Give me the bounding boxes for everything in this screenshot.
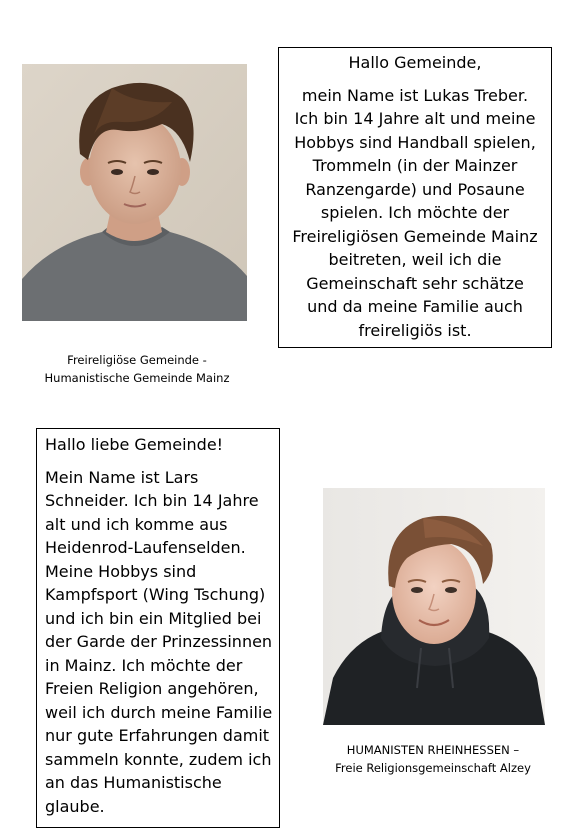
caption-bottom-line1: HUMANISTEN RHEINHESSEN –: [346, 743, 520, 757]
portrait-photo-lars: [323, 488, 545, 725]
portrait-image: [323, 488, 545, 725]
letter-box-lukas: [278, 47, 552, 348]
letter-greeting: Hallo Gemeinde,: [348, 53, 482, 72]
caption-top-line1: Freireligiöse Gemeinde -: [67, 353, 207, 367]
portrait-image: [22, 64, 247, 321]
letter-box-lars: [36, 428, 280, 828]
letter-body: mein Name ist Lukas Treber. Ich bin 14 Jahre alt und meine Hobbys sind Handball spielen, Trommeln (in der Mainzer Ranzengarde) und Posaune spielen. Ich möchte der Freireligiösen Gemeinde Mainz beitreten, weil ich die Gemeinschaft sehr schätze und da meine Familie auch freireligiös ist.: [292, 85, 538, 340]
letter-body: Mein Name ist Lars Schneider. Ich bin 14 Jahre alt und ich komme aus Heidenrod-Laufenselden. Meine Hobbys sind Kampfsport (Wing Tschung) und ich bin ein Mitglied bei der Garde der Prinzessinnen in Mainz. Ich möchte der Freien Religion angehören, weil ich durch meine Familie nur gute Erfahrungen damit sammeln konnte, zudem ich an das Humanistische glaube.: [45, 467, 273, 816]
letter-greeting: Hallo liebe Gemeinde!: [45, 435, 224, 454]
caption-top: [20, 351, 254, 387]
portrait-photo-lukas: [22, 64, 247, 321]
caption-bottom-line2: Freie Religionsgemeinschaft Alzey: [335, 761, 531, 775]
caption-top-line2: Humanistische Gemeinde Mainz: [44, 371, 230, 385]
caption-bottom: [314, 741, 552, 777]
